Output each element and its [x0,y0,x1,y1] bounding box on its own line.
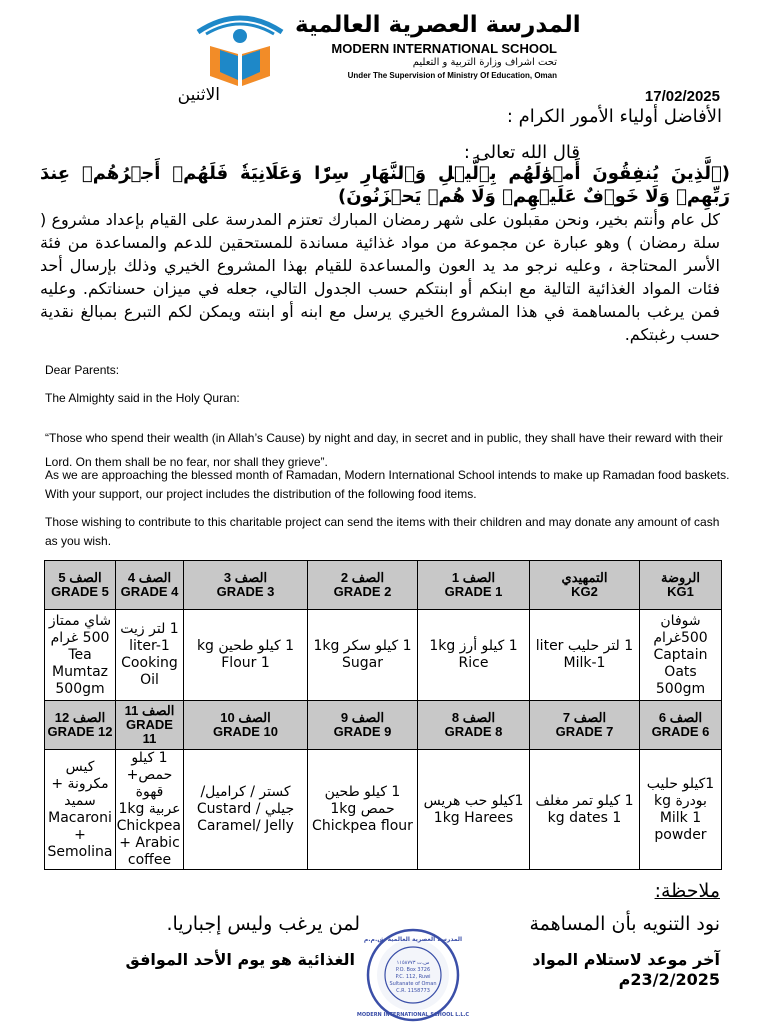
food-item-cell: كيس مكرونة + سميد Macaroni + Semolina [45,750,116,870]
food-item-cell: كستر / كراميل/ جيلي Custard / Caramel/ Jelly [184,750,308,870]
greeting-arabic: الأفاضل أولياء الأمور الكرام : [506,106,722,127]
food-item-cell: 1 كيلو تمر مغلف kg dates 1 [530,750,640,870]
food-item-cell: 1كيلو حب هريس 1kg Harees [418,750,530,870]
letter-body-arabic: كل عام وأنتم بخير، ونحن مقبلون على شهر رمضان المبارك تعتزم المدرسة على القيام بإعداد مشروع ( سلة رمضان ) وهو عبارة عن مجموعة من مواد غذائية مساندة للمستحقين للدعم والمساعدة من فئة الأسر المحتاجة ، وعليه نرجو مد يد العون والمساعدة للقيام بهذا المشروع الخيري وذلك بإرسال أحد فئات المواد الغذائية التالية مع ابنكم أو ابنتكم حسب الجدول التالي، جعله في ميزان حسناتكم. وعليه فمن يرغب بالمساهمة في هذا المشروع الخيري يرسل مع ابنه أو ابنته ويمكن لكم التبرع بمبالغ نقدية حسب رغبتكم. [40,210,720,344]
food-item-cell: 1 كيلو سكر 1kg Sugar [308,610,418,701]
stamp-arabic: المدرسة العصرية العالمية ش.م.م [363,936,463,943]
stamp-line: P.C. 112, Ruwi [395,974,431,980]
ramadan-intro-english: As we are approaching the blessed month of Ramadan, Modern International School intends to make up Ramadan food baskets. With your support, our project includes the distribution of the following food items. [45,468,730,501]
grade-header-cell: الصف 5 GRADE 5 [45,561,116,610]
grade-header-cell: التمهيدي KG2 [530,561,640,610]
grade-header-cell: الروضة KG1 [640,561,722,610]
note-title: ملاحظة: [654,880,720,902]
stamp-line: س.ت ١١٥٨٧٧٣ [396,960,430,966]
grade-header-cell: الصف 10 GRADE 10 [184,701,308,750]
grade-header-row [45,701,722,750]
school-logo [190,10,290,88]
grade-header-cell: الصف 1 GRADE 1 [418,561,530,610]
food-item-row [45,610,722,701]
deadline-right: آخر موعد لاستلام المواد 23/2/2025م [532,950,720,989]
food-item-cell: 1 كيلو طحين حمص 1kg Chickpea flour [308,750,418,870]
grade-header-cell: الصف 11 GRADE 11 [116,701,184,750]
grade-header-cell: الصف 6 GRADE 6 [640,701,722,750]
stamp-english: MODERN INTERNATIONAL SCHOOL L.L.C [356,1012,470,1018]
grade-header-cell: الصف 12 GRADE 12 [45,701,116,750]
food-item-cell: 1كيلو حليب بودرة kg Milk 1 powder [640,750,722,870]
almighty-said: The Almighty said in the Holy Quran: [45,391,240,405]
food-item-cell: 1 كيلو حمص+ قهوة عربية 1kg Chickpea + Arabic coffee [116,750,184,870]
food-item-cell: شاي ممتاز 500 غرام Tea Mumtaz 500gm [45,610,116,701]
stamp-line: P.O. Box 3726 [395,967,431,973]
school-name-arabic: المدرسة العصرية العالمية [295,12,581,38]
dear-parents: Dear Parents: [45,363,120,377]
school-name-english: MODERN INTERNATIONAL SCHOOL [331,41,557,56]
stamp-line: Sultanate of Oman [389,981,437,987]
quran-quote-english: “Those who spend their wealth (in Allah’s Cause) by night and day, in secret and in public, they shall have their reward with their Lord. On them shall be no fear, nor shall they grieve”. [45,431,723,469]
food-items-table [44,560,722,870]
food-item-cell: 1 لتر حليب liter Milk-1 [530,610,640,701]
note-line-left: لمن يرغب وليس إجباريا. [166,913,360,935]
grade-header-cell: الصف 4 GRADE 4 [116,561,184,610]
grade-header-cell: الصف 3 GRADE 3 [184,561,308,610]
supervision-arabic: تحت اشراف وزارة التربية و التعليم [412,57,557,68]
food-item-cell: 1 كيلو طحين kg Flour 1 [184,610,308,701]
grade-header-cell: الصف 8 GRADE 8 [418,701,530,750]
allah-said-arabic: قال الله تعالى : [463,142,580,163]
deadline-left: الغذائية هو يوم الأحد الموافق [125,950,355,969]
supervision-english: Under The Supervision of Ministry Of Education, Oman [347,71,557,80]
school-stamp [356,928,470,1022]
food-item-cell: 1 لتر زيت liter-1 Cooking Oil [116,610,184,701]
grade-header-row [45,561,722,610]
note-line-right: نود التنويه بأن المساهمة [529,913,720,935]
grade-header-cell: الصف 9 GRADE 9 [308,701,418,750]
food-item-cell: 1 كيلو أرز 1kg Rice [418,610,530,701]
food-item-cell: شوفان 500غرام Captain Oats 500gm [640,610,722,701]
contribution-note-english: Those wishing to contribute to this charitable project can send the items with their children and may donate any amount of cash as you wish. [45,515,720,548]
letter-weekday: الاثنين [177,85,220,105]
grade-header-cell: الصف 7 GRADE 7 [530,701,640,750]
stamp-line: C.R. 1158773 [396,988,430,994]
quran-verse: (ٱلَّذِينَ يُنفِقُونَ أَمۡوَٰلَهُم بِٱلَّيۡلِ وَٱلنَّهَارِ سِرّٗا وَعَلَانِيَةٗ فَلَهُمۡ أَجۡرُهُمۡ عِندَ رَبِّهِمۡ وَلَا خَوۡفٌ عَلَيۡهِمۡ وَلَا هُمۡ يَحۡزَنُونَ) [40,163,730,207]
letter-date: 17/02/2025 [644,88,720,105]
food-item-row [45,750,722,870]
grade-header-cell: الصف 2 GRADE 2 [308,561,418,610]
